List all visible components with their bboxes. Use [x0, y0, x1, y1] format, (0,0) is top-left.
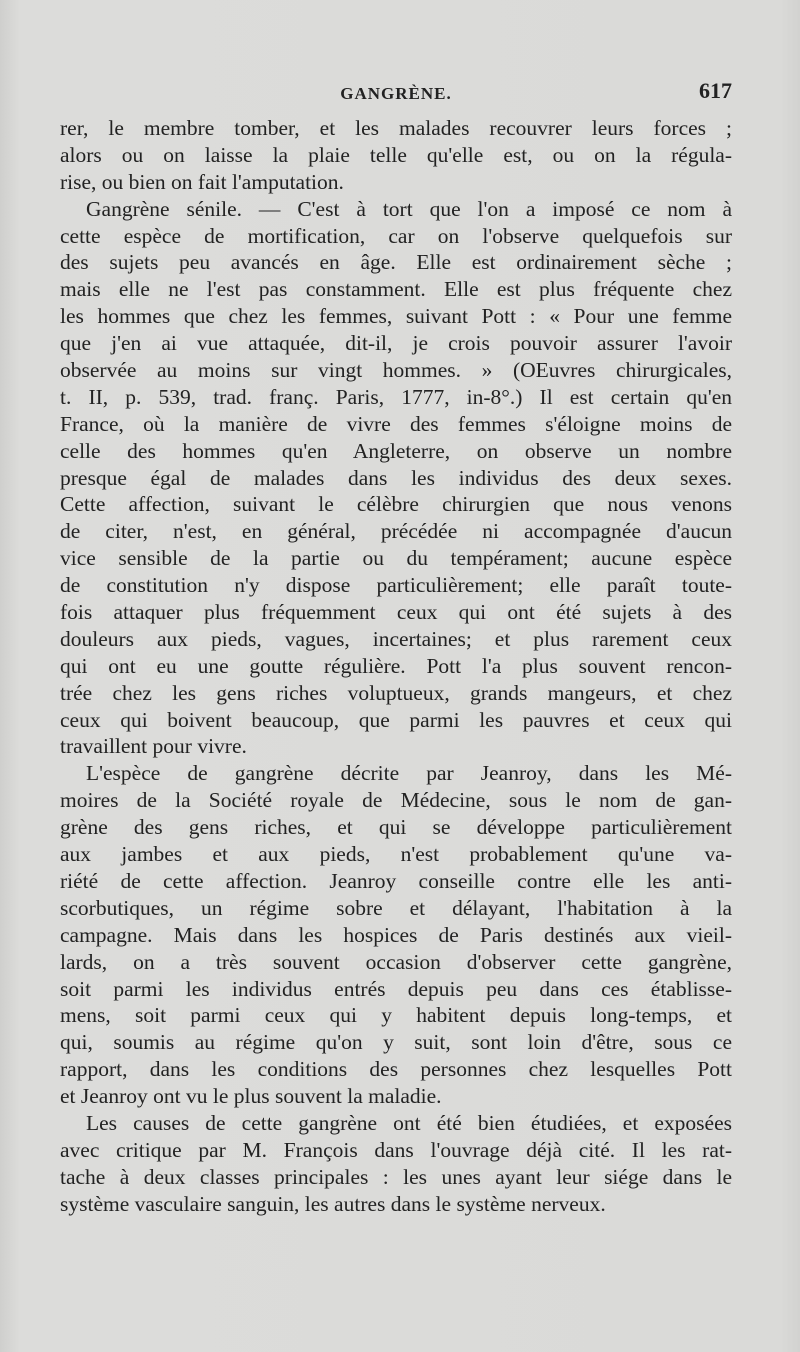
- text-line: rapport, dans les conditions des personnes chez lesquelles Pott: [60, 1057, 732, 1082]
- paragraph: [60, 1110, 732, 1218]
- paragraph: [60, 760, 732, 1110]
- text-line: Les causes de cette gangrène ont été bien étudiées, et exposées: [86, 1110, 732, 1135]
- text-line: des sujets peu avancés en âge. Elle est ordinairement sèche ;: [60, 250, 732, 275]
- text-line: L'espèce de gangrène décrite par Jeanroy, dans les Mé-: [86, 761, 732, 786]
- text-line: grène des gens riches, et qui se développe particulièrement: [60, 815, 732, 840]
- text-line: riété de cette affection. Jeanroy conseille contre elle les anti-: [60, 868, 732, 893]
- text-line: Cette affection, suivant le célèbre chirurgien que nous venons: [60, 492, 732, 517]
- text-line: celle des hommes qu'en Angleterre, on observe un nombre: [60, 438, 732, 463]
- text-line: fois attaquer plus fréquemment ceux qui ont été sujets à des: [60, 600, 732, 625]
- paragraph: [60, 196, 732, 761]
- text-line: campagne. Mais dans les hospices de Paris destinés aux vieil-: [60, 922, 732, 947]
- body-text: [60, 115, 732, 1218]
- running-head: GANGRÈNE.: [340, 84, 452, 103]
- text-line: système vasculaire sanguin, les autres dans le système nerveux.: [60, 1191, 606, 1216]
- text-line: de constitution n'y dispose particulièrement; elle paraît toute-: [60, 573, 732, 598]
- text-line: ceux qui boivent beaucoup, que parmi les pauvres et ceux qui: [60, 707, 732, 732]
- page-header: [60, 78, 732, 110]
- text-line: France, où la manière de vivre des femmes s'éloigne moins de: [60, 411, 732, 436]
- text-line: scorbutiques, un régime sobre et délayant, l'habitation à la: [60, 895, 732, 920]
- text-line: qui, soumis au régime qu'on y suit, sont loin d'être, sous ce: [60, 1030, 732, 1055]
- text-line: travaillent pour vivre.: [60, 734, 247, 759]
- text-line: avec critique par M. François dans l'ouvrage déjà cité. Il les rat-: [60, 1137, 732, 1162]
- text-line: alors ou on laisse la plaie telle qu'elle est, ou on la régula-: [60, 142, 732, 167]
- text-line: douleurs aux pieds, vagues, incertaines; et plus rarement ceux: [60, 626, 732, 651]
- page-number: 617: [699, 78, 732, 103]
- text-line: trée chez les gens riches voluptueux, grands mangeurs, et chez: [60, 680, 732, 705]
- text-line: rer, le membre tomber, et les malades recouvrer leurs forces ;: [60, 116, 732, 140]
- text-line: presque égal de malades dans les individus des deux sexes.: [60, 465, 732, 490]
- text-line: qui ont eu une goutte régulière. Pott l'a plus souvent rencon-: [60, 653, 732, 678]
- text-line: t. II, p. 539, trad. franç. Paris, 1777, in-8°.) Il est certain qu'en: [60, 384, 732, 409]
- text-line: que j'en ai vue attaquée, dit-il, je crois pouvoir assurer l'avoir: [60, 331, 732, 356]
- text-line: tache à deux classes principales : les unes ayant leur siége dans le: [60, 1164, 732, 1189]
- text-line: les hommes que chez les femmes, suivant Pott : « Pour une femme: [60, 304, 732, 329]
- text-line: observée au moins sur vingt hommes. » (OEuvres chirurgicales,: [60, 358, 732, 383]
- text-line: Gangrène sénile. — C'est à tort que l'on a imposé ce nom à: [86, 196, 732, 221]
- text-line: lards, on a très souvent occasion d'observer cette gangrène,: [60, 949, 732, 974]
- text-line: mens, soit parmi ceux qui y habitent depuis long-temps, et: [60, 1003, 732, 1028]
- text-line: vice sensible de la partie ou du tempérament; aucune espèce: [60, 546, 732, 571]
- text-line: cette espèce de mortification, car on l'observe quelquefois sur: [60, 223, 732, 248]
- paragraph: [60, 115, 732, 196]
- text-line: et Jeanroy ont vu le plus souvent la maladie.: [60, 1084, 442, 1109]
- text-line: aux jambes et aux pieds, n'est probablement qu'une va-: [60, 842, 732, 867]
- text-line: rise, ou bien on fait l'amputation.: [60, 169, 344, 194]
- text-line: moires de la Société royale de Médecine, sous le nom de gan-: [60, 788, 732, 813]
- text-line: soit parmi les individus entrés depuis peu dans ces établisse-: [60, 976, 732, 1001]
- text-line: de citer, n'est, en général, précédée ni accompagnée d'aucun: [60, 519, 732, 544]
- text-line: mais elle ne l'est pas constamment. Elle est plus fréquente chez: [60, 277, 732, 302]
